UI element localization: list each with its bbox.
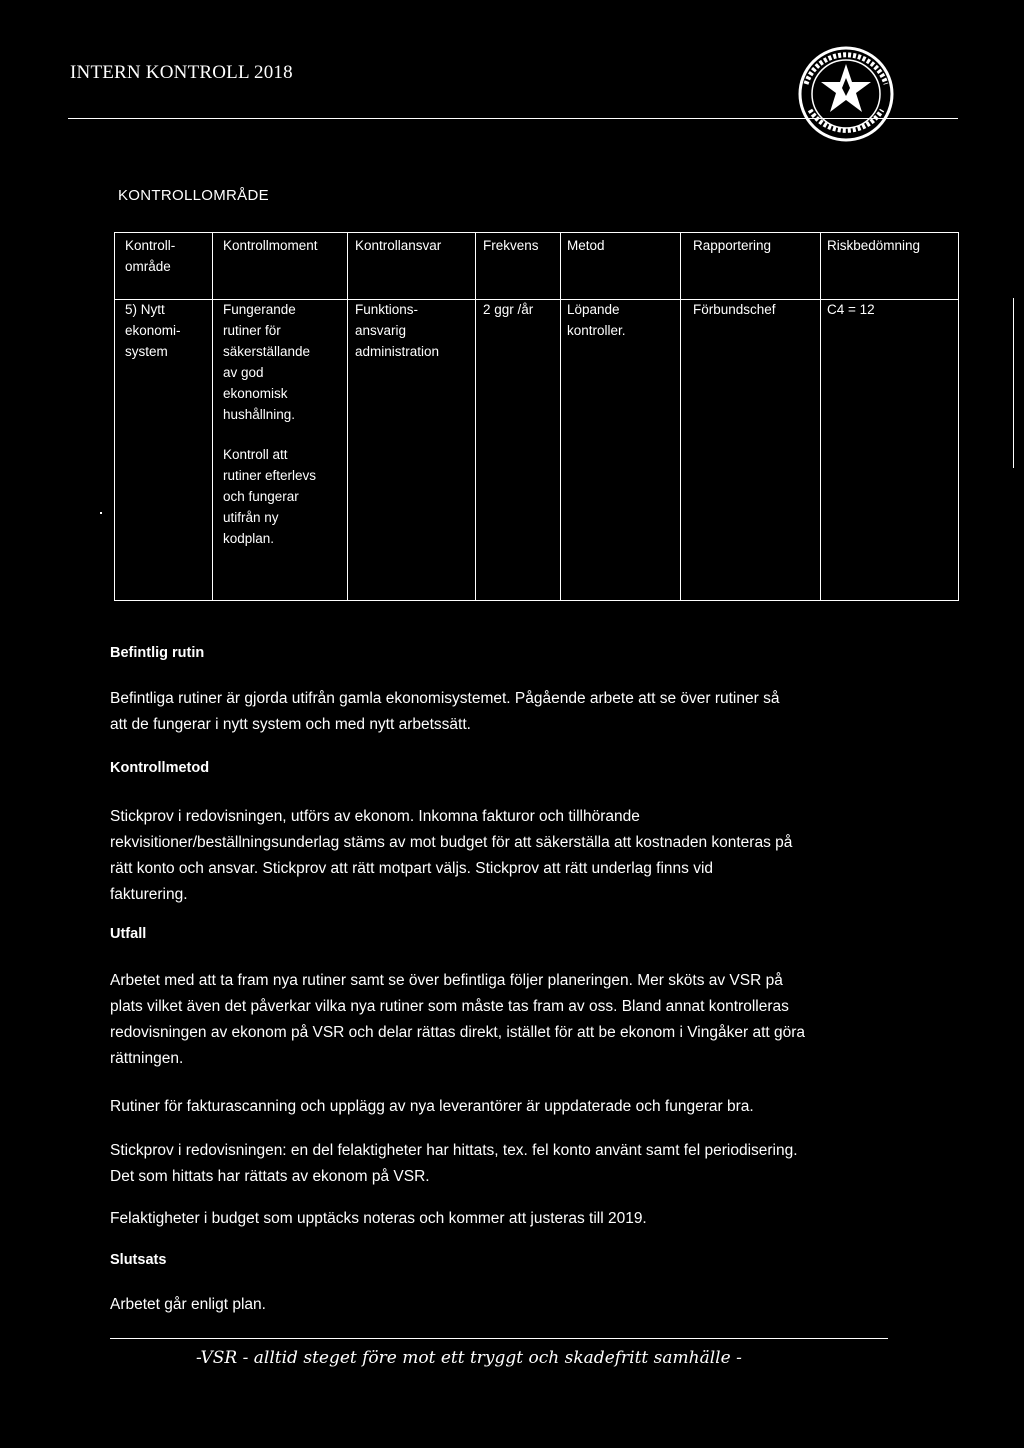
cell-line: Kontroll att (223, 447, 288, 462)
cell-line: ansvarig (355, 323, 407, 338)
text-line: redovisningen av ekonom på VSR och delar rättas direkt, istället för att be ekonom i Vingåker att göra (110, 1024, 806, 1041)
text-line: att de fungerar i nytt system och med nytt arbetssätt. (110, 716, 471, 733)
cell-line: rutiner efterlevs (223, 468, 317, 483)
control-table (114, 232, 959, 601)
text-line: plats vilket även det påverkar vilka nya rutiner som måste tas fram av oss. Bland annat kontrolleras (110, 998, 789, 1015)
cell-line: administration (355, 344, 440, 359)
fire-rescue-seal-icon (796, 44, 896, 144)
section-title-utfall: Utfall (110, 926, 147, 942)
text-line: Befintliga rutiner är gjorda utifrån gamla ekonomisystemet. Pågående arbete att se över rutiner så (110, 690, 780, 707)
table-cell-riskbedomning: C4 = 12 (827, 302, 875, 317)
cell-line: och fungerar (223, 489, 299, 504)
margin-mark (1013, 298, 1014, 468)
footer-divider (110, 1338, 888, 1339)
cell-line: ekonomi- (125, 323, 181, 338)
cell-line: Funktions- (355, 302, 419, 317)
table-column-divider (680, 233, 681, 600)
cell-line: hushållning. (223, 407, 296, 422)
margin-dot (100, 512, 102, 514)
cell-line: säkerställande (223, 344, 311, 359)
paragraph-kontrollmetod (110, 804, 910, 908)
text-line: Stickprov i redovisningen, utförs av ekonom. Inkomna fakturor och tillhörande (110, 808, 640, 825)
text-line: rekvisitioner/beställningsunderlag stäms av mot budget för att säkerställa att kostnaden konteras på (110, 834, 793, 851)
section-title-slutsats: Slutsats (110, 1252, 167, 1268)
table-cell-kontrollmoment (223, 299, 316, 549)
cell-line: ekonomisk (223, 386, 288, 401)
footer-motto: -VSR - alltid steget före mot ett tryggt och skadefritt samhälle - (196, 1348, 742, 1368)
table-column-divider (820, 233, 821, 600)
table-header-frekvens: Frekvens (483, 238, 539, 253)
table-cell-omrade (125, 299, 181, 362)
paragraph-befintlig-rutin (110, 686, 910, 738)
cell-line: 5) Nytt (125, 302, 165, 317)
table-cell-rapportering: Förbundschef (693, 302, 776, 317)
table-cell-metod (567, 299, 626, 341)
table-cell-frekvens: 2 ggr /år (483, 302, 534, 317)
cell-line: utifrån ny (223, 510, 279, 525)
text-line: rätt konto och ansvar. Stickprov att rätt motpart väljs. Stickprov att rätt underlag finns vid (110, 860, 714, 877)
text-line: fakturering. (110, 886, 188, 903)
paragraph-slutsats: Arbetet går enligt plan. (110, 1296, 266, 1313)
paragraph-utfall-4: Felaktigheter i budget som upptäcks noteras och kommer att justeras till 2019. (110, 1210, 647, 1227)
text-line: Arbetet med att ta fram nya rutiner samt se över befintliga följer planeringen. Mer sköts av VSR på (110, 972, 783, 989)
cell-line: kodplan. (223, 531, 275, 546)
header-divider (68, 118, 958, 119)
text-line: Det som hittats har rättats av ekonom på VSR. (110, 1168, 430, 1185)
table-column-divider (347, 233, 348, 600)
table-column-divider (212, 233, 213, 600)
section-heading: KONTROLLOMRÅDE (118, 187, 269, 204)
text-line: Stickprov i redovisningen: en del felaktigheter har hittats, tex. fel konto använt samt fel periodisering. (110, 1142, 798, 1159)
table-header-rapportering: Rapportering (693, 238, 772, 253)
document-header-title: INTERN KONTROLL 2018 (70, 62, 293, 83)
section-title-befintlig-rutin: Befintlig rutin (110, 645, 205, 661)
section-title-kontrollmetod: Kontrollmetod (110, 760, 210, 776)
cell-line: av god (223, 365, 264, 380)
table-column-divider (475, 233, 476, 600)
table-cell-kontrollansvar (355, 299, 439, 362)
cell-line: Löpande (567, 302, 620, 317)
cell-line: rutiner för (223, 323, 281, 338)
table-header-kontrollansvar: Kontrollansvar (355, 238, 442, 253)
table-header-metod: Metod (567, 238, 605, 253)
cell-line: Fungerande (223, 302, 296, 317)
table-column-divider (560, 233, 561, 600)
paragraph-utfall-1 (110, 968, 910, 1072)
text-line: rättningen. (110, 1050, 184, 1067)
table-header-kontrollmoment: Kontrollmoment (223, 238, 318, 253)
table-header-omrade: Kontroll- område (125, 238, 176, 274)
paragraph-utfall-2: Rutiner för fakturascanning och upplägg av nya leverantörer är uppdaterade och fungerar bra. (110, 1098, 754, 1115)
cell-line: kontroller. (567, 323, 626, 338)
table-header-riskbedomning: Riskbedömning (827, 238, 921, 253)
cell-line: system (125, 344, 168, 359)
paragraph-utfall-3 (110, 1138, 910, 1190)
